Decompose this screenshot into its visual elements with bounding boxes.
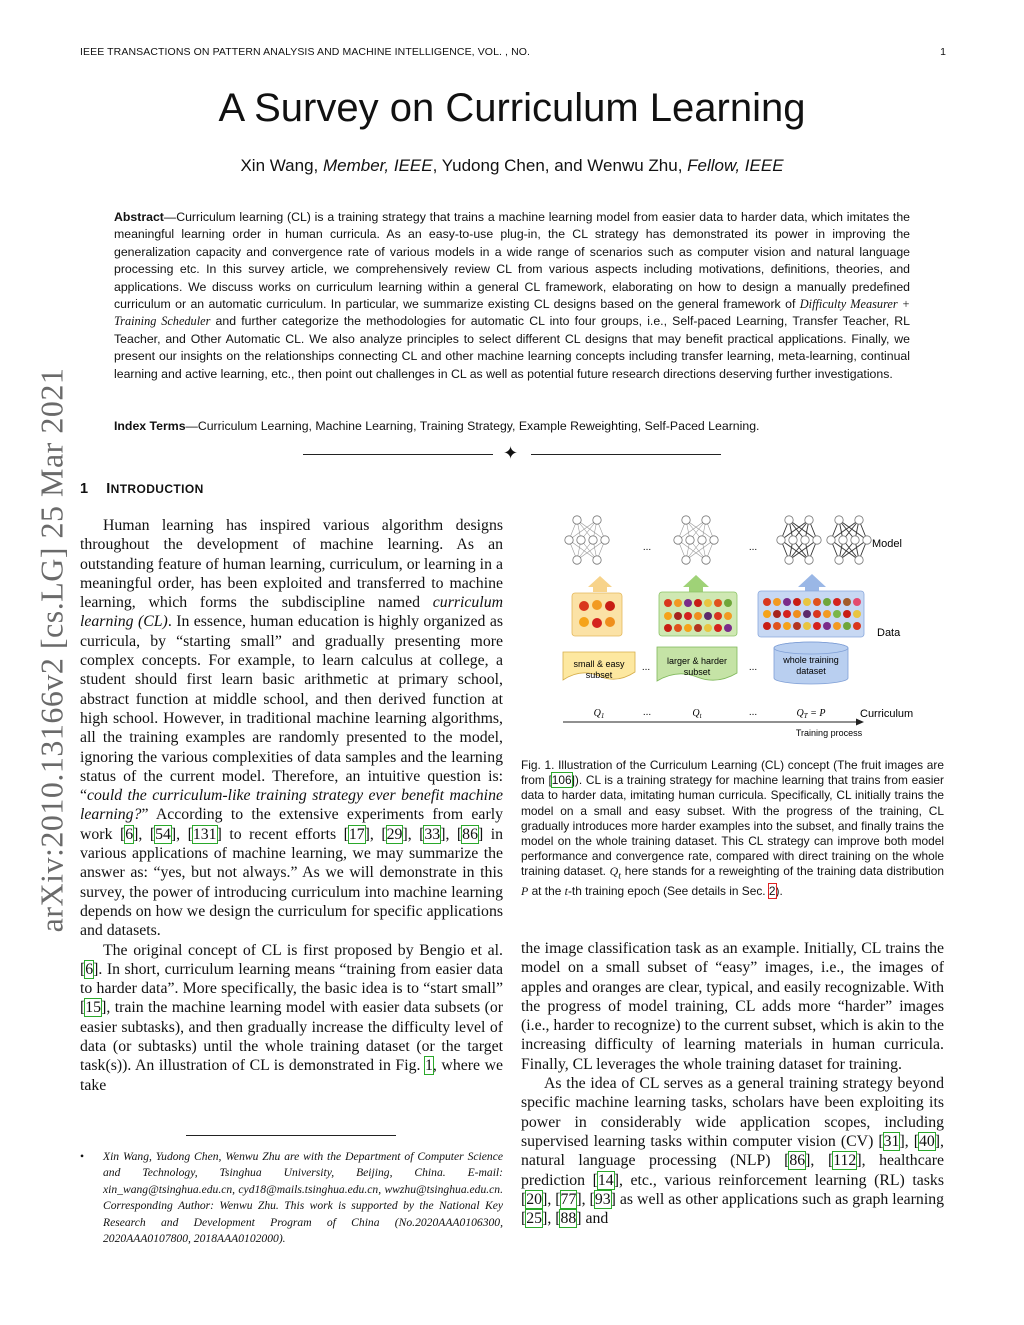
section-link[interactable]: 2 — [768, 884, 776, 898]
network-node — [785, 516, 793, 524]
text-run: ], [ — [542, 1190, 561, 1208]
citation-link[interactable]: 88 — [560, 1210, 577, 1228]
text-run: ], [ — [440, 825, 463, 843]
subset-small-label-1: small & easy — [573, 659, 625, 669]
text-run: ], [ — [576, 1190, 595, 1208]
qt-label: $Q_t$ — [692, 708, 702, 720]
network-node — [839, 536, 847, 544]
body-paragraph-4 — [521, 1074, 944, 1228]
ellipsis: ... — [748, 662, 758, 673]
text-run: . In essence, human education is highly organized as curricula, by “starting small” and gradually presenting more complex concepts. For example, to learn calculus at college, a student should first learn basic arithmetic at primary school, abstract function at middle school, and then derived function at high school. However, in traditional machine learning algorithms, all the training examples are randomly presented to the model, ignoring the various complexities of data samples and the learning status of the current model. Therefore, an intuitive question is: “ — [80, 613, 503, 805]
index-terms — [114, 418, 910, 435]
separator-rule-right — [531, 454, 721, 455]
text-run: at the — [528, 884, 565, 898]
paper-title: A Survey on Curriculum Learning — [218, 86, 806, 130]
emphasis: curriculum learning (CL) — [80, 594, 503, 631]
citation-link[interactable]: 54 — [155, 825, 171, 843]
text-run: ], healthcare prediction [ — [521, 1152, 944, 1189]
network-node — [577, 536, 585, 544]
subset-large-label-2: subset — [683, 667, 711, 677]
network-node — [805, 556, 813, 564]
index-terms-label: Index Terms — [114, 419, 186, 433]
footnote-text: Xin Wang, Yudong Chen, Wenwu Zhu are with the Department of Computer Science and Technology, Tsinghua University, Beijing, China. E-mail: xin_wang@tsinghua.edu.cn, cyd18@mails.tsinghua.edu.cn, wwzhu@tsinghua.edu.cn. Corresponding Author: Wenwu Zhu. This work is supported by the National Key Research and Development Program of China (No.2020AAA0106300, 2020AAA0107800, 2018AAA0102000). — [103, 1150, 503, 1246]
network-node — [855, 516, 863, 524]
abstract — [114, 209, 910, 383]
section-number: 1 — [80, 481, 89, 497]
figure-link[interactable]: 1 — [425, 1057, 433, 1075]
math-var: P — [521, 884, 529, 898]
text-run: -th training epoch (See details in Sec. — [567, 884, 769, 898]
text-run: ], etc., various reinforcement learning (RL) tasks [ — [521, 1171, 944, 1208]
text-run: ], [ — [133, 825, 156, 843]
text-run: ). — [775, 884, 783, 898]
network-node — [565, 536, 573, 544]
section-title-initial: I — [106, 481, 111, 497]
author-1-role: Member, IEEE — [322, 156, 433, 175]
text-run: Human learning has inspired various algorithm designs throughout the development of machine learning. As an outstanding feature of human learning, curriculum, or learning in a meaningful order, has been exploited and transferred to machine learning, which forms the subdiscipline named — [80, 517, 503, 612]
network-node — [710, 536, 718, 544]
separator-star-icon: ✦ — [503, 443, 519, 463]
data-label: Data — [877, 627, 901, 639]
network-node — [789, 536, 797, 544]
citation-link[interactable]: 25 — [526, 1210, 543, 1228]
math-var — [609, 864, 622, 882]
network-node — [573, 556, 581, 564]
network-node — [573, 516, 581, 524]
subset-large-label-1: larger & harder — [666, 656, 728, 666]
subset-whole-label-2: dataset — [796, 666, 826, 676]
network-node — [827, 536, 835, 544]
network-node — [785, 556, 793, 564]
citation-link[interactable]: 6 — [85, 960, 94, 978]
text-run: Fig. 1. Illustration of the Curriculum Learning (CL) concept (The fruit images are from [ — [521, 758, 944, 788]
author-line — [0, 156, 1024, 176]
citation-link[interactable]: 20 — [526, 1190, 543, 1208]
network-node — [813, 536, 821, 544]
footnote — [80, 1149, 503, 1247]
abstract-framework: Difficulty Measurer + Training Scheduler — [114, 297, 911, 329]
abstract-label: Abstract — [114, 210, 164, 224]
arrow-up-icon — [683, 575, 709, 592]
network-node — [835, 516, 843, 524]
text-run: ] to recent efforts [ — [216, 825, 349, 843]
subset-small-label-2: subset — [585, 670, 613, 680]
text-run: ], [ — [402, 825, 425, 843]
network-node — [851, 536, 859, 544]
emphasis: could the curriculum-like training strategy ever benefit machine learning? — [80, 787, 503, 824]
network-node — [589, 536, 597, 544]
network-node — [593, 556, 601, 564]
citation-link[interactable]: 14 — [597, 1171, 614, 1189]
author-1: Xin Wang, — [240, 156, 323, 175]
citation-link[interactable]: 6 — [125, 825, 134, 843]
q1-label: $Q_1$ — [593, 708, 605, 720]
text-run: The original concept of CL is first proposed by Bengio et al. [ — [80, 941, 503, 978]
section-heading — [80, 481, 204, 497]
ellipsis: ... — [748, 707, 758, 718]
qT-label: $Q_T = P$ — [796, 708, 826, 720]
figure-caption — [521, 758, 944, 899]
figure-1 — [521, 510, 944, 745]
authors-2-3: , Yudong Chen, and Wenwu Zhu, — [432, 156, 688, 175]
ellipsis: ... — [748, 542, 758, 553]
network-node — [698, 536, 706, 544]
text-run: , where we take — [80, 1057, 503, 1094]
abstract-text-1: —Curriculum learning (CL) is a training strategy that trains a machine learning model from easier data to harder data, which imitates the meaningful learning order in human curricula. As an easy-to-use plug-in, the CL strategy has demonstrated its power in improving the generalization capacity and convergence rate of various models in a wide range of scenarios such as computer vision and natural language processing etc. In this survey article, we comprehensively review CL from various aspects including motivations, definitions, theories, and applications. We discuss works on curriculum learning within a general CL framework, elaborating on how to design a manually predefined curriculum or an automatic curriculum. In particular, we summarize existing CL designs based on the general framework of — [114, 210, 910, 312]
network-node — [674, 536, 682, 544]
network-node — [702, 516, 710, 524]
data-panel-small — [572, 593, 622, 636]
citation-link[interactable]: 40 — [918, 1132, 935, 1150]
network-node — [805, 516, 813, 524]
footnote-rule — [186, 1135, 396, 1136]
training-process-label: Training process — [795, 728, 863, 738]
citation-link[interactable]: 15 — [85, 999, 102, 1017]
text-run: ], [ — [899, 1132, 919, 1150]
ellipsis: ... — [642, 542, 652, 553]
text-run: ] as well as other applications such as graph learning [ — [521, 1190, 945, 1228]
footnote-bullet: • — [80, 1150, 85, 1163]
abstract-text-2: and further categorize the methodologies for automatic CL into four groups, i.e., Self-paced Learning, Transfer Teacher, RL Teacher, and Other Automatic CL. We also analyze principles to select different CL designs that may benefit practical applications. Finally, we present our insights on the relationships connecting CL and other machine learning concepts including transfer learning, meta-learning, continual learning and active learning, etc., then point out challenges in CL as well as potential future research directions deserving further investigations. — [114, 314, 910, 381]
left-column — [80, 516, 503, 1095]
text-run: ], [ — [364, 825, 387, 843]
arrow-up-icon — [588, 576, 612, 592]
network-node — [801, 536, 809, 544]
model-network-icons — [565, 516, 871, 564]
citation-link[interactable]: 86 — [462, 825, 478, 843]
model-label: Model — [872, 538, 902, 550]
curriculum-label: Curriculum — [860, 708, 914, 720]
ellipsis: ... — [642, 707, 652, 718]
math-var-q: Q — [609, 864, 619, 879]
text-run: ]). CL is a training strategy for machine learning that trains from easier data to harder data, imitating human curricula. Specifically, CL initially trains the model on a small and easy subset. With the progress of the training, CL gradually introduces more harder examples into the subset, and finally trains the model on the whole training dataset. This CL strategy can improve both model performance and convergence rate, compared with direct training on the whole training dataset. — [521, 773, 944, 879]
intro-paragraph-2 — [80, 941, 503, 1095]
right-column — [521, 939, 944, 1228]
arxiv-stamp-text: arXiv:2010.13166v2 [cs.LG] 25 Mar 2021 — [33, 367, 70, 933]
text-run: ” According to the extensive experiments from early work [ — [80, 806, 503, 843]
citation-link[interactable]: 29 — [386, 825, 403, 843]
text-run: ]. In short, curriculum learning means “training from easier data to harder data”. More specifically, the basic idea is to “start small” [ — [80, 960, 503, 1017]
citation-link[interactable]: 77 — [560, 1190, 577, 1208]
math-sub: t — [618, 870, 622, 882]
network-node — [682, 556, 690, 564]
citation-link[interactable]: 17 — [348, 825, 365, 843]
body-paragraph-3: the image classification task as an example. Initially, CL trains the model on a small subset of “easy” images, i.e., the images of apples and oranges are clear, typical, and easily recognizable. With the progress of model training, CL adds more “harder” images (i.e., harder to recognize) to the current subset, which is akin to the increasing difficulty of learning materials in human curricula. Finally, CL leverages the whole training dataset for training. — [521, 940, 945, 1073]
math-var: t — [564, 884, 568, 898]
network-node — [855, 556, 863, 564]
citation-link[interactable]: 33 — [424, 825, 441, 843]
citation-link[interactable]: 93 — [594, 1190, 611, 1208]
running-head: IEEE TRANSACTIONS ON PATTERN ANALYSIS AND MACHINE INTELLIGENCE, VOL. , NO. — [80, 46, 531, 58]
arrow-up-icon — [798, 574, 826, 592]
citation-link[interactable]: 31 — [883, 1132, 900, 1150]
citation-link[interactable]: 106 — [551, 773, 572, 788]
text-run: ], train the machine learning model with easier data subsets (or easier subtasks), and then gradually increase the difficulty level of data (or subtasks) until the whole training dataset (or the target task(s)). An illustration of CL is demonstrated in Fig. — [80, 999, 503, 1075]
network-node — [702, 556, 710, 564]
page-number: 1 — [940, 46, 946, 58]
text-run: ] and — [576, 1210, 609, 1228]
data-panel-whole — [758, 591, 864, 637]
citation-link[interactable]: 131 — [192, 825, 217, 843]
text-run: ], [ — [805, 1152, 834, 1170]
index-terms-text: —Curriculum Learning, Machine Learning, Training Strategy, Example Reweighting, Self-Paced Learning. — [185, 419, 760, 433]
ellipsis: ... — [641, 662, 651, 673]
network-node — [777, 536, 785, 544]
network-node — [835, 556, 843, 564]
text-run: As the idea of CL serves as a general training strategy beyond specific machine learning tasks, scholars have been exploiting its power in considerably wide application scopes, including supervised learning tasks within computer vision (CV) [ — [521, 1075, 944, 1150]
network-node — [686, 536, 694, 544]
text-run: here stands for a reweighting of the training data distribution — [621, 864, 945, 879]
text-run: ] in various applications of machine learning, we may summarize the answer as: “yes, but not always.” As we will demonstrate in this survey, the power of introducing curriculum into machine learning depends on how we design the curriculum for specific applications and datasets. — [80, 825, 504, 940]
text-run: ], [ — [542, 1210, 561, 1228]
citation-link[interactable]: 112 — [833, 1152, 857, 1170]
text-run: ], natural language processing (NLP) [ — [521, 1132, 944, 1170]
author-3-role: Fellow, IEEE — [687, 156, 784, 175]
citation-link[interactable]: 86 — [789, 1152, 806, 1170]
section-title-rest: NTRODUCTION — [110, 482, 204, 496]
intro-paragraph-1 — [80, 516, 503, 941]
separator-rule-left — [303, 454, 493, 455]
data-panel-large — [659, 592, 737, 636]
network-node — [601, 536, 609, 544]
subset-whole-label-1: whole training — [783, 655, 839, 665]
network-node — [593, 516, 601, 524]
network-node — [682, 516, 690, 524]
network-node — [863, 536, 871, 544]
text-run: ], [ — [170, 825, 193, 843]
